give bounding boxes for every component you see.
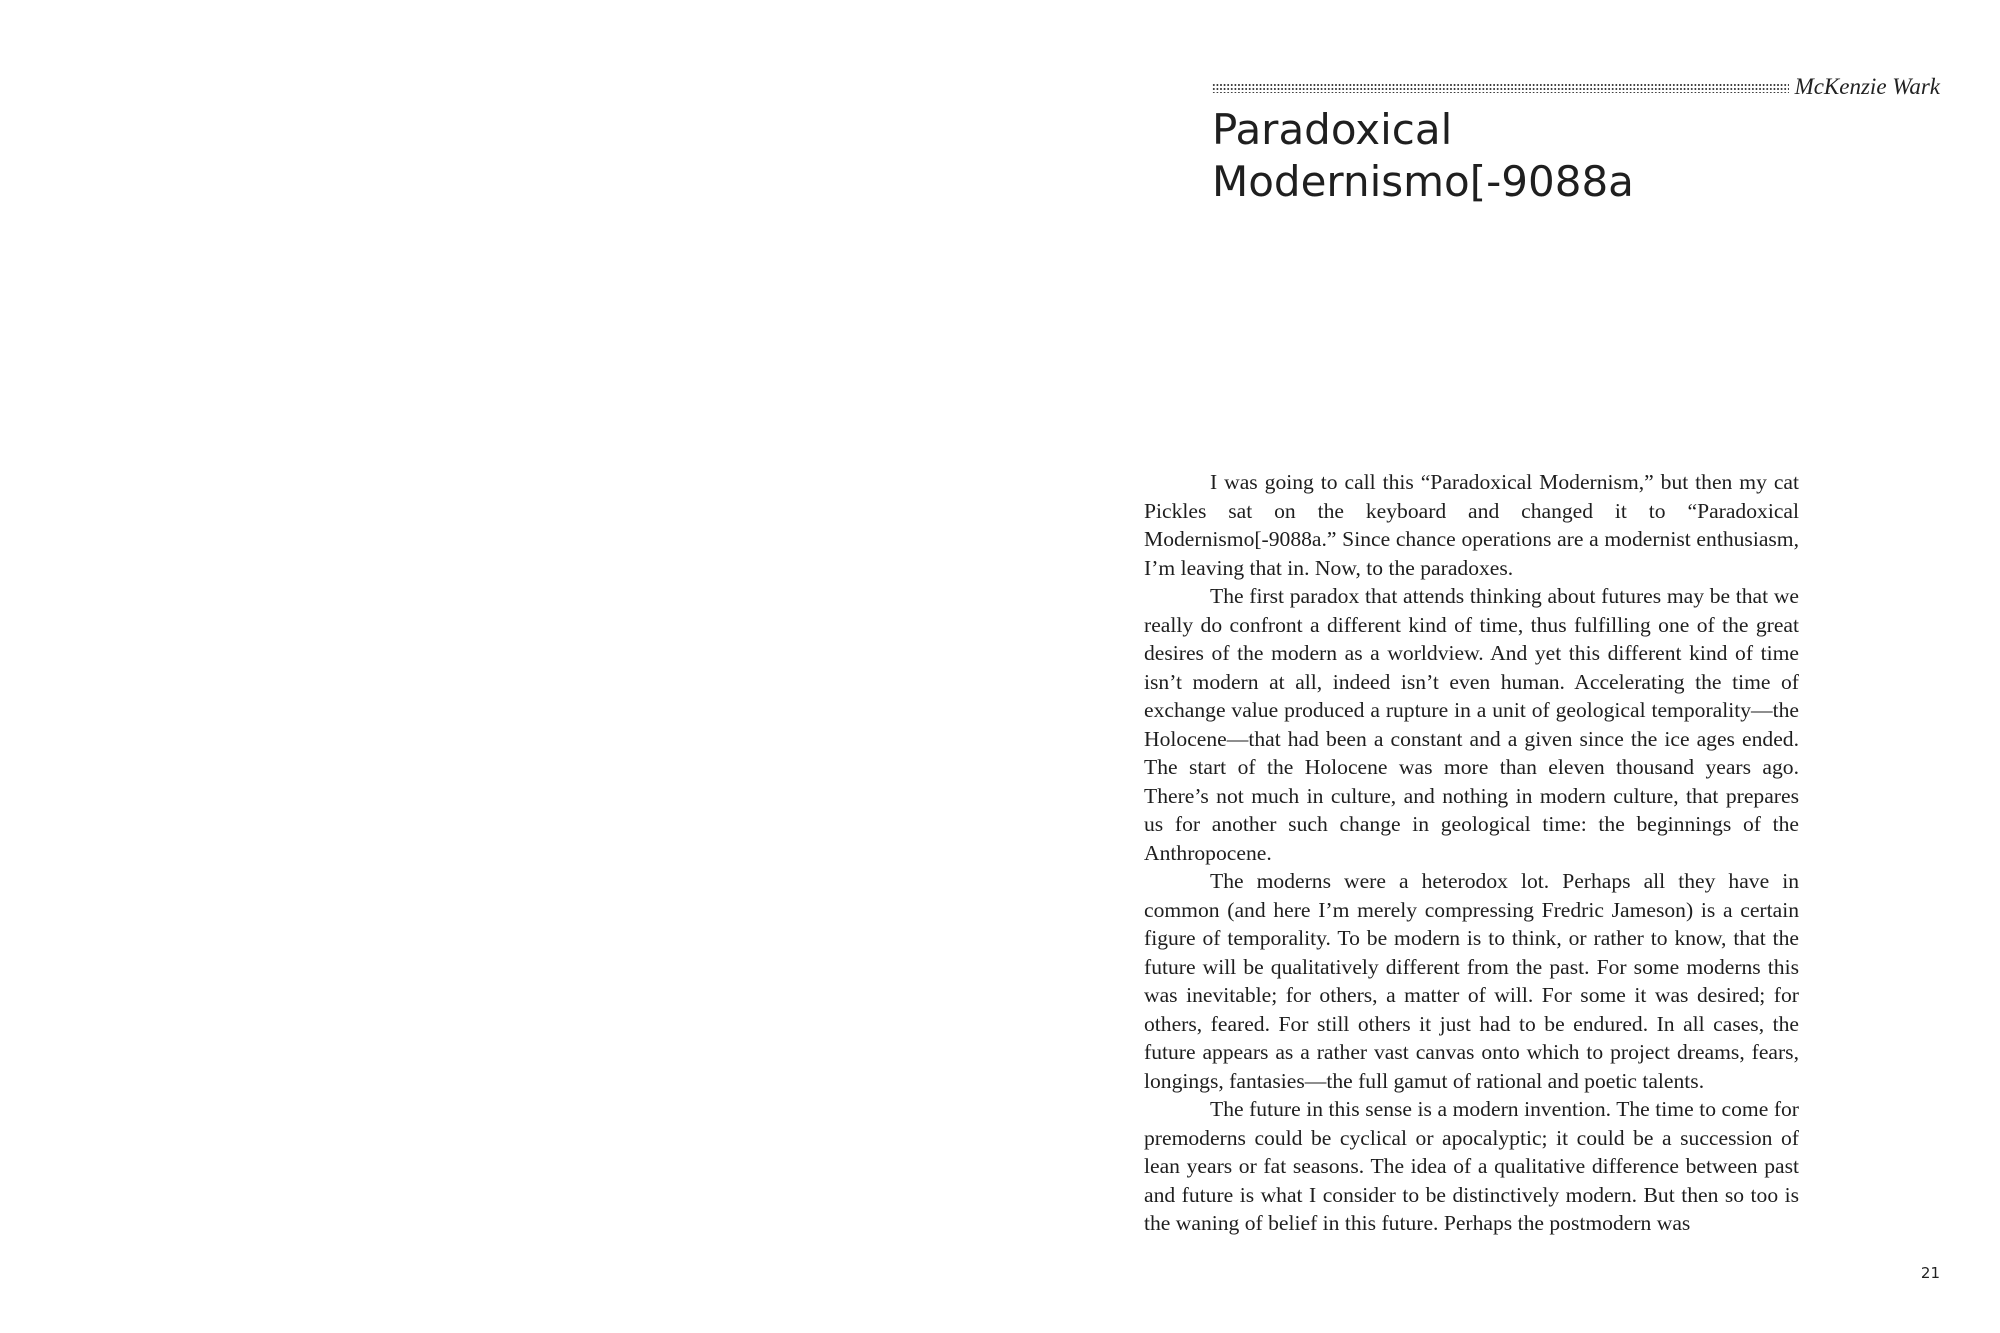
paragraph-4: The future in this sense is a modern invention. The time to come for premoderns could be cyclical or apocalyptic; it could be a succession of lean years or fat seasons. The idea of a qualitative difference between past and future is what I consider to be distinctively modern. But then so too is the waning of belief in this future. Perhaps the postmodern was (1144, 1097, 1799, 1235)
running-head-author: McKenzie Wark (1794, 74, 1940, 99)
chapter-title: Paradoxical Modernismo[-9088a (1212, 105, 1634, 206)
paragraph-2: The first paradox that attends thinking about futures may be that we really do confront a different kind of time, thus fulfilling one of the great desires of the modern as a worldview. And yet this different kind of time isn’t modern at all, indeed isn’t even human. Accelerating the time of exchange value produced a rupture in a unit of geological temporality—the Holocene—that had been a constant and a given since the ice ages ended. The start of the Holocene was more than eleven thousand years ago. There’s not much in culture, and nothing in modern culture, that prepares us for another such change in geological time: the beginnings of the Anthropocene. (1144, 584, 1799, 865)
right-page (1000, 0, 2000, 1333)
page-number: 21 (1920, 1264, 1940, 1282)
body-text (1144, 468, 1799, 1238)
paragraph-1: I was going to call this “Paradoxical Modernism,” but then my cat Pickles sat on the keyboard and changed it to “Paradoxical Modernismo[-9088a.” Since chance operations are a modernist enthusiasm, I’m leaving that in. Now, to the paradoxes. (1144, 470, 1799, 580)
running-head (1212, 70, 1940, 100)
dotted-leader-rule (1212, 83, 1789, 93)
paragraph-3: The moderns were a heterodox lot. Perhaps all they have in common (and here I’m merely compressing Fredric Jameson) is a certain figure of temporality. To be modern is to think, or rather to know, that the future will be qualitatively different from the past. For some moderns this was inevitable; for others, a matter of will. For some it was desired; for others, feared. For still others it just had to be endured. In all cases, the future appears as a rather vast canvas onto which to project dreams, fears, longings, fantasies—the full gamut of rational and poetic talents. (1144, 869, 1799, 1093)
